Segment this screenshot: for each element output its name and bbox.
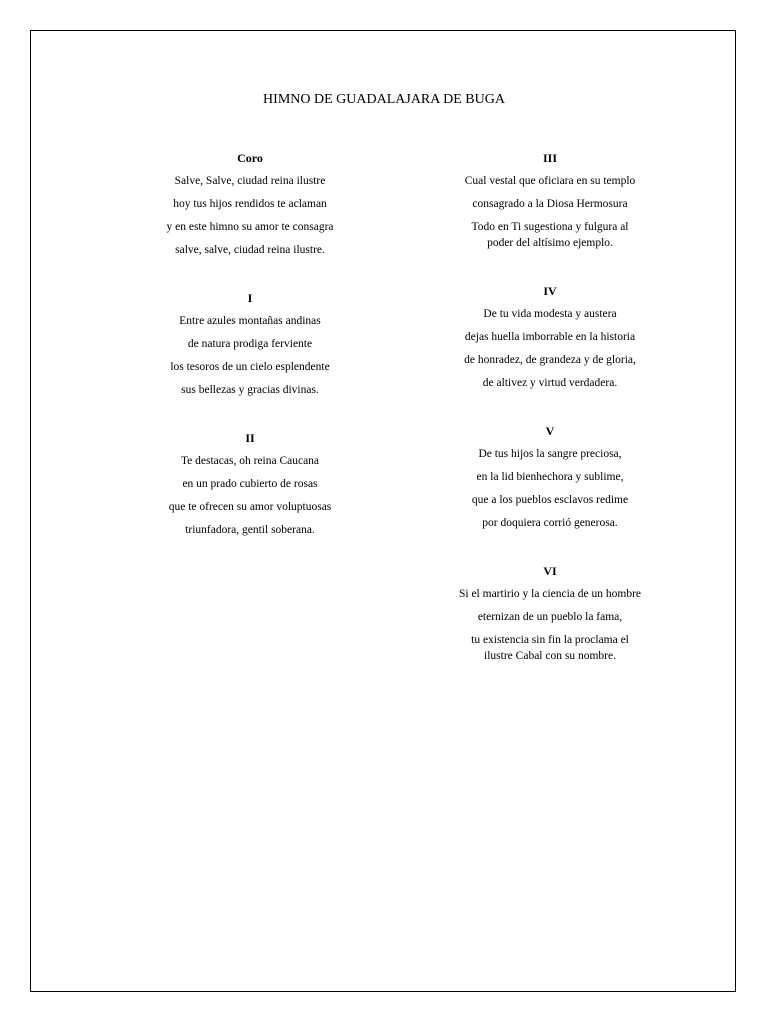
- verse-line: De tus hijos la sangre preciosa,: [478, 448, 622, 460]
- verse-line: triunfadora, gentil soberana.: [185, 524, 315, 536]
- verse-line: Si el martirio y la ciencia de un hombre: [458, 588, 642, 600]
- verse-line: hoy tus hijos rendidos te aclaman: [173, 198, 327, 210]
- verse-line: tu existencia sin fin la proclama el: [471, 634, 629, 646]
- verse-line: Todo en Ti sugestiona y fulgura al: [471, 221, 629, 233]
- verse-line: Salve, Salve, ciudad reina ilustre: [174, 175, 326, 187]
- stanza-heading: VI: [543, 564, 557, 578]
- stanza-ii: [140, 430, 360, 545]
- verse-line: eternizan de un pueblo la fama,: [477, 611, 623, 623]
- verse-line: de natura prodiga ferviente: [187, 338, 313, 350]
- stanza-heading: V: [545, 424, 555, 438]
- verse-line: ilustre Cabal con su nombre.: [484, 650, 616, 662]
- verse-line: Cual vestal que oficiara en su templo: [464, 175, 636, 187]
- stanza-iii: [430, 150, 670, 258]
- verse-line: en la lid bienhechora y sublime,: [476, 471, 624, 483]
- stanza-heading: II: [245, 431, 255, 445]
- stanza-heading: I: [247, 291, 253, 305]
- stanza-coro: [140, 150, 360, 265]
- verse-line: De tu vida modesta y austera: [483, 308, 617, 320]
- verse-line: salve, salve, ciudad reina ilustre.: [175, 244, 325, 256]
- verse-line: los tesoros de un cielo esplendente: [170, 361, 330, 373]
- verse-line: dejas huella imborrable en la historia: [464, 331, 636, 343]
- verse-line: de altivez y virtud verdadera.: [482, 377, 618, 389]
- verse-line: que a los pueblos esclavos redime: [471, 494, 629, 506]
- stanza-heading: Coro: [237, 151, 263, 165]
- page-title: HIMNO DE GUADALAJARA DE BUGA: [263, 92, 505, 107]
- verse-line: de honradez, de grandeza y de gloria,: [464, 354, 636, 366]
- stanza-i: [140, 290, 360, 405]
- verse-line: Entre azules montañas andinas: [179, 315, 321, 327]
- stanza-heading: IV: [543, 284, 557, 298]
- verse-line: en un prado cubierto de rosas: [182, 478, 318, 490]
- verse-line: consagrado a la Diosa Hermosura: [472, 198, 628, 210]
- verse-line: poder del altísimo ejemplo.: [487, 237, 613, 249]
- stanza-iv: [430, 283, 670, 398]
- stanza-heading: III: [542, 151, 557, 165]
- verse-line: y en este himno su amor te consagra: [166, 221, 334, 233]
- verse-line: sus bellezas y gracias divinas.: [181, 384, 319, 396]
- stanza-vi: [430, 563, 670, 671]
- stanza-v: [430, 423, 670, 538]
- verse-line: que te ofrecen su amor voluptuosas: [168, 501, 332, 513]
- verse-line: Te destacas, oh reina Caucana: [180, 455, 320, 467]
- verse-line: por doquiera corrió generosa.: [482, 517, 618, 529]
